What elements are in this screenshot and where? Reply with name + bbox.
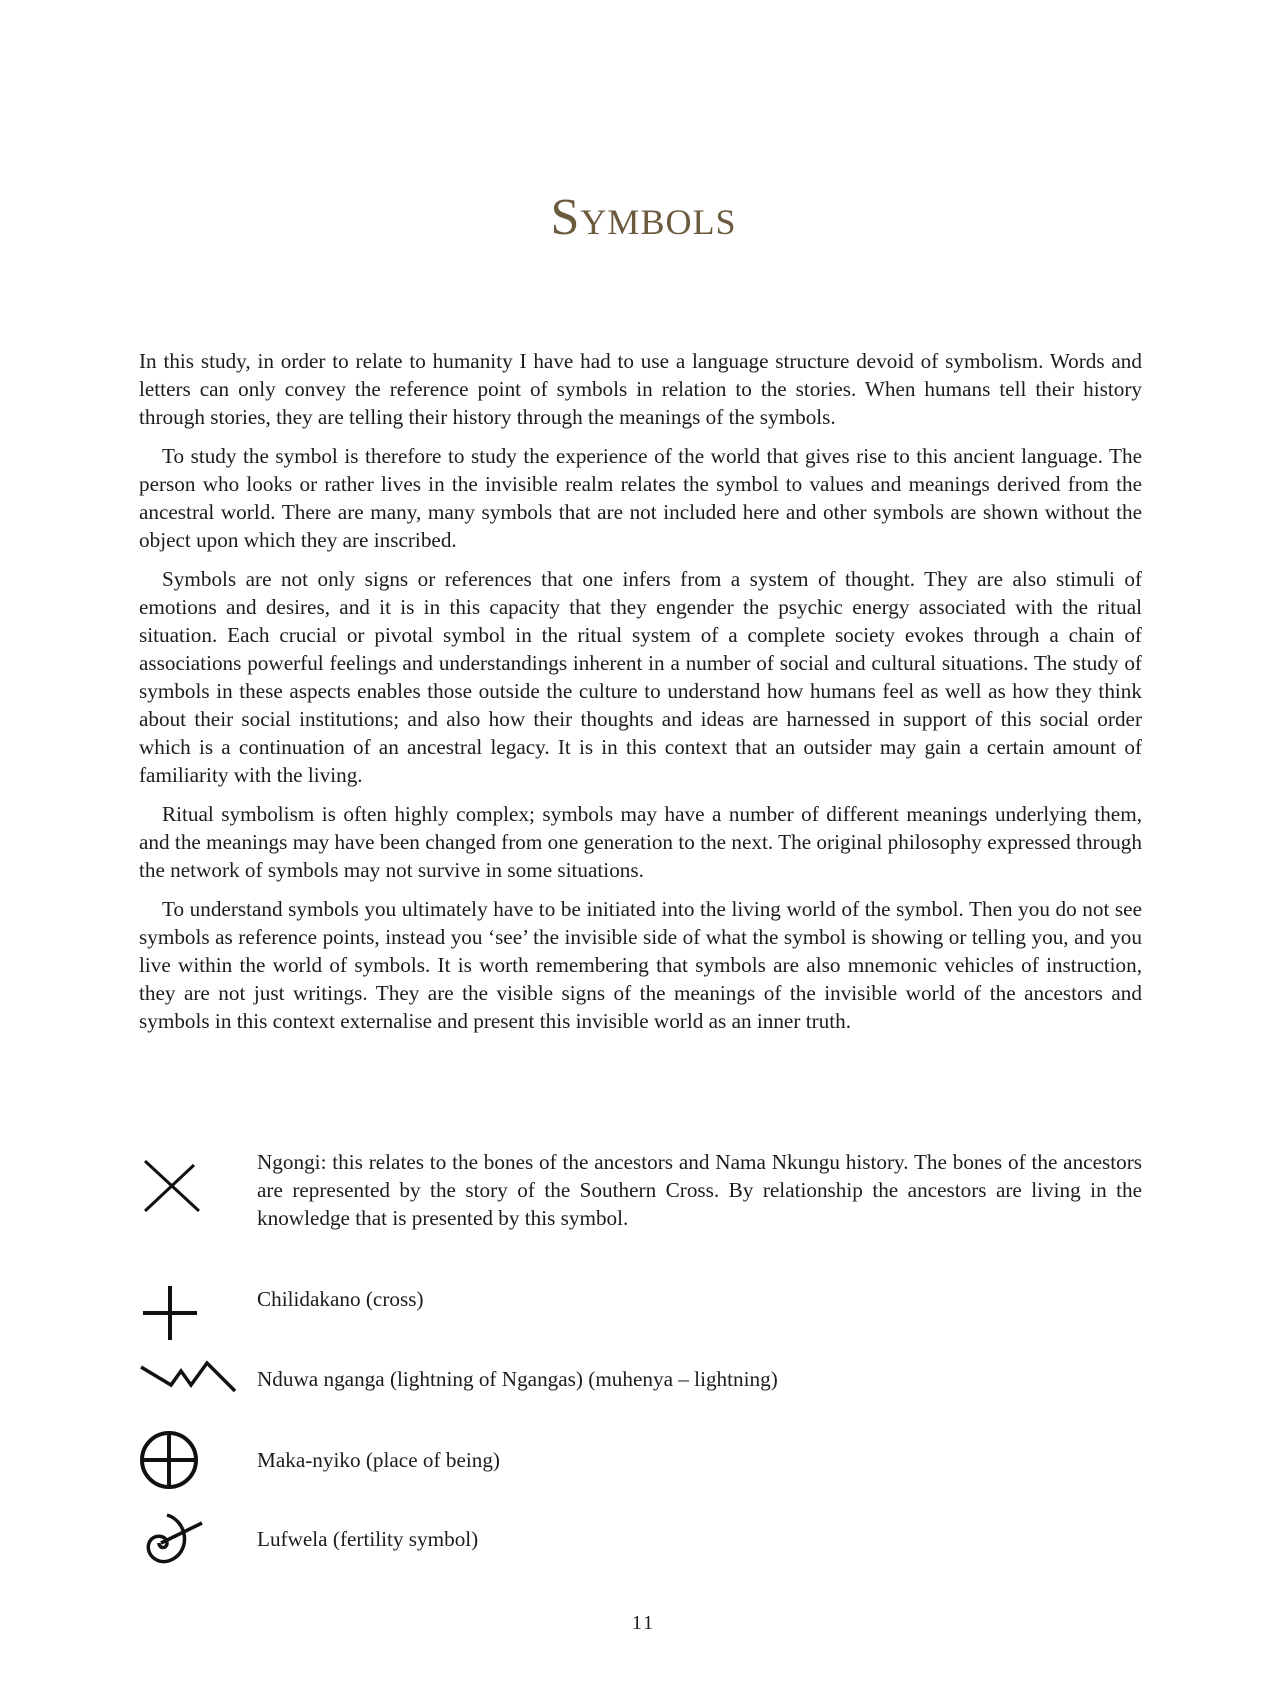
symbol-entry	[139, 1525, 1142, 1595]
symbol-entry	[139, 1148, 1142, 1230]
symbol-description: Chilidakano (cross)	[257, 1287, 424, 1311]
spiral-fertility-icon	[139, 1505, 219, 1575]
symbol-description: Ngongi: this relates to the bones of the ancestors and Nama Nkungu history. The bones of the ancestors are represented by the story of the Southern Cross. By relationship the ancestors are living in the knowledge that is presented by this symbol.	[257, 1150, 1142, 1230]
paragraph: To study the symbol is therefore to study the experience of the world that gives rise to this ancient language. The person who looks or rather lives in the invisible realm relates the symbol to values and meanings derived from the ancestral world. There are many, many symbols that are not included here and other symbols are shown without the object upon which they are inscribed.	[139, 444, 1142, 552]
x-cross-icon	[139, 1148, 209, 1218]
paragraph: Ritual symbolism is often highly complex; symbols may have a number of different meanings underlying them, and the meanings may have been changed from one generation to the next. The original philosophy expressed through the network of symbols may not survive in some situations.	[139, 802, 1142, 882]
lightning-zigzag-icon	[139, 1353, 249, 1413]
symbol-description: Maka-nyiko (place of being)	[257, 1448, 500, 1472]
symbol-entry	[139, 1446, 1142, 1516]
symbol-description: Lufwela (fertility symbol)	[257, 1527, 479, 1551]
page-title: Symbols	[550, 189, 737, 246]
page-number: 11	[631, 1612, 656, 1634]
paragraph: In this study, in order to relate to humanity I have had to use a language structure devoid of symbolism. Words and letters can only convey the reference point of symbols in relation to the stories. When humans tell their history through stories, they are telling their history through the meanings of the symbols.	[139, 349, 1142, 429]
plus-cross-icon	[139, 1272, 209, 1342]
circle-cross-icon	[139, 1428, 209, 1498]
symbol-entry	[139, 1365, 1142, 1435]
paragraph: To understand symbols you ultimately have to be initiated into the living world of the symbol. Then you do not see symbols as reference points, instead you ‘see’ the invisible side of what the symbol is showing or telling you, and you live within the world of symbols. It is worth remembering that symbols are also mnemonic vehicles of instruction, they are not just writings. They are the visible signs of the meanings of the invisible world of the ancestors and symbols in this context externalise and present this invisible world as an inner truth.	[139, 897, 1142, 1033]
paragraph: Symbols are not only signs or references that one infers from a system of thought. They are also stimuli of emotions and desires, and it is in this capacity that they engender the psychic energy associated with the ritual situation. Each crucial or pivotal symbol in the ritual system of a complete society evokes through a chain of associations powerful feelings and understandings inherent in a number of social and cultural situations. The study of symbols in these aspects enables those outside the culture to understand how humans feel as well as how they think about their social institutions; and also how their thoughts and ideas are harnessed in support of this social order which is a continuation of an ancestral legacy. It is in this context that an outsider may gain a certain amount of familiarity with the living.	[139, 567, 1142, 787]
symbol-description: Nduwa nganga (lightning of Ngangas) (muhenya – lightning)	[257, 1367, 778, 1391]
symbol-entry	[139, 1285, 1142, 1355]
body-text	[139, 347, 1142, 1046]
